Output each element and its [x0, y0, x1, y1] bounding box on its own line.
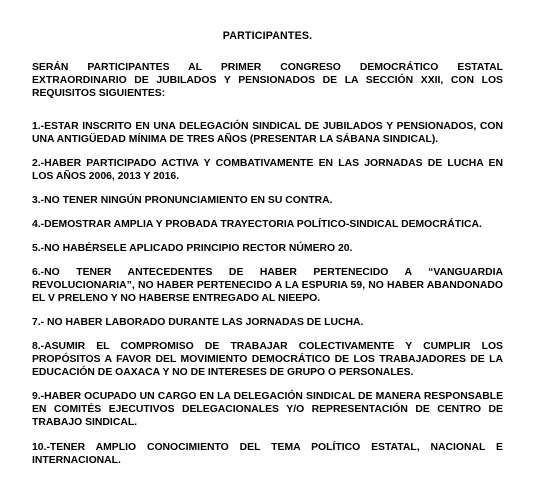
requirement-5: 5.-NO HABÉRSELE APLICADO PRINCIPIO RECTOR NÚMERO 20.	[32, 243, 353, 254]
requirement-6: 6.-NO TENER ANTECEDENTES DE HABER PERTENECIDO A “VANGUARDIA REVOLUCIONARIA”, NO HABER PERTENECIDO A LA ESPURIA 59, NO HABER ABANDONADO EL V PRELENO Y NO HABERSE ENTREGADO AL NIEEPO.	[32, 267, 503, 304]
requirement-7: 7.- NO HABER LABORADO DURANTE LAS JORNADAS DE LUCHA.	[32, 317, 364, 328]
document-page	[32, 30, 503, 478]
page-title: PARTICIPANTES.	[222, 30, 313, 42]
requirement-3: 3.-NO TENER NINGÚN PRONUNCIAMIENTO EN SU CONTRA.	[32, 195, 333, 206]
requirement-2: 2.-HABER PARTICIPADO ACTIVA Y COMBATIVAMENTE EN LAS JORNADAS DE LUCHA EN LOS AÑOS 2006, 2013 Y 2016.	[32, 158, 503, 182]
requirement-9: 9.-HABER OCUPADO UN CARGO EN LA DELEGACIÓN SINDICAL DE MANERA RESPONSABLE EN COMITÉS EJECUTIVOS DELEGACIONALES Y/O REPRESENTACIÓN DE CENTRO DE TRABAJO SINDICAL.	[32, 391, 503, 428]
requirement-8: 8.-ASUMIR EL COMPROMISO DE TRABAJAR COLECTIVAMENTE Y CUMPLIR LOS PROPÓSITOS A FAVOR DEL MOVIMIENTO DEMOCRÁTICO DE LOS TRABAJADORES DE LA EDUCACIÓN DE OAXACA Y NO DE INTERESES DE GRUPO O PERSONALES.	[32, 341, 503, 378]
requirement-10: 10.-TENER AMPLIO CONOCIMIENTO DEL TEMA POLÍTICO ESTATAL, NACIONAL E INTERNACIONAL.	[32, 442, 503, 466]
intro-paragraph: SERÁN PARTICIPANTES AL PRIMER CONGRESO DEMOCRÁTICO ESTATAL EXTRAORDINARIO DE JUBILADOS Y PENSIONADOS DE LA SECCIÓN XXII, CON LOS REQUISITOS SIGUIENTES:	[32, 62, 503, 99]
requirement-1: 1.-ESTAR INSCRITO EN UNA DELEGACIÓN SINDICAL DE JUBILADOS Y PENSIONADOS, CON UNA ANTIGÜEDAD MÍNIMA DE TRES AÑOS (PRESENTAR LA SÁBANA SINDICAL).	[32, 121, 503, 145]
requirement-4: 4.-DEMOSTRAR AMPLIA Y PROBADA TRAYECTORIA POLÍTICO-SINDICAL DEMOCRÁTICA.	[32, 219, 482, 230]
